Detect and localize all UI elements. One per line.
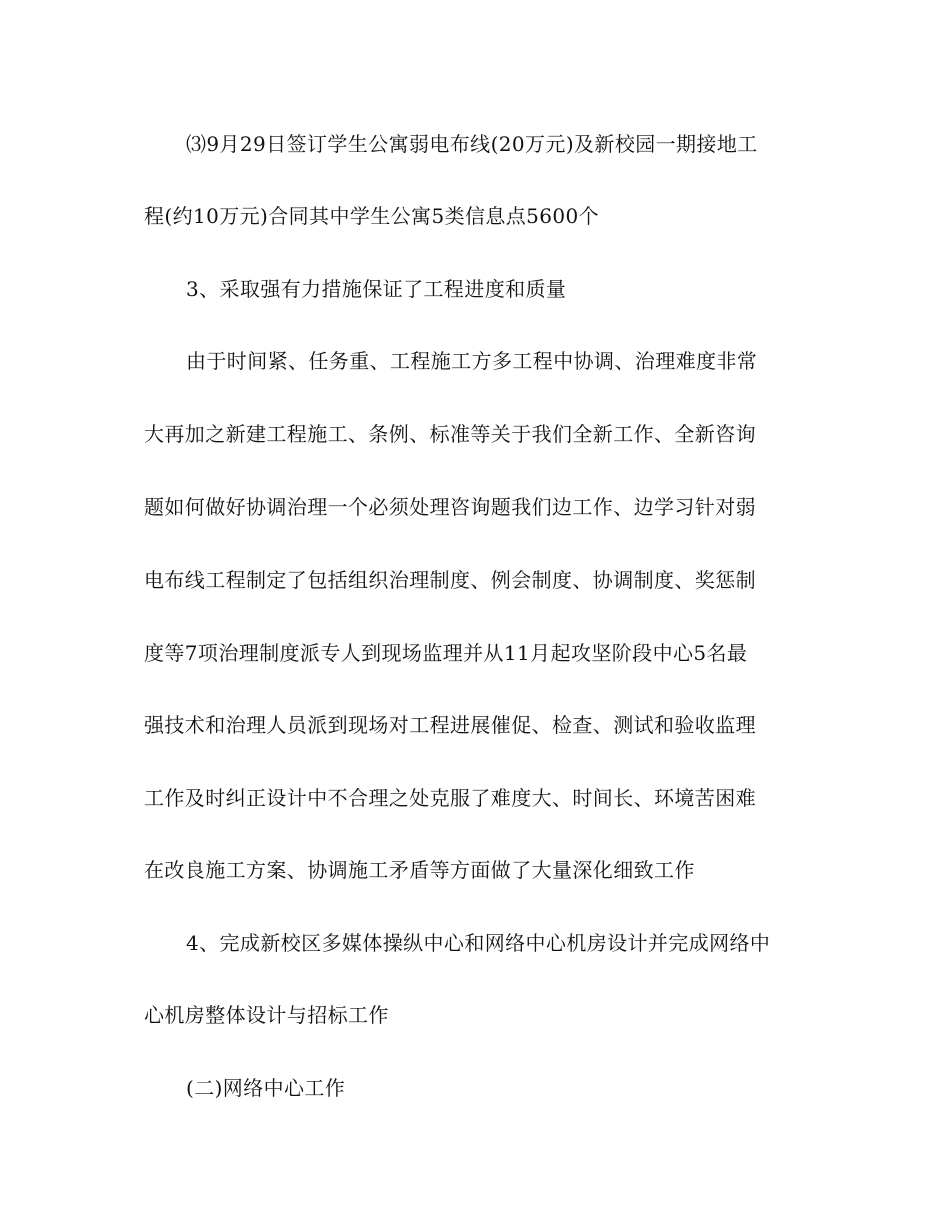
paragraph-line-item-3-start: ⑶9月29日签订学生公寓弱电布线(20万元)及新校园一期接地工	[186, 132, 758, 156]
paragraph-line: 大再加之新建工程施工、条例、标准等关于我们全新工作、全新咨询	[144, 422, 756, 446]
paragraph-line: 工作及时纠正设计中不合理之处克服了难度大、时间长、环境苦困难	[144, 786, 756, 810]
paragraph-line: 度等7项治理制度派专人到现场监理并从11月起攻坚阶段中心5名最	[144, 641, 748, 665]
section-heading-4-start: 4、完成新校区多媒体操纵中心和网络中心机房设计并完成网络中	[186, 931, 771, 955]
section-heading-network-center: (二)网络中心工作	[186, 1076, 346, 1100]
paragraph-line-item-3-end: 程(约10万元)合同其中学生公寓5类信息点5600个	[144, 204, 600, 228]
paragraph-line: 在改良施工方案、协调施工矛盾等方面做了大量深化细致工作	[144, 858, 695, 882]
section-heading-4-end: 心机房整体设计与招标工作	[144, 1003, 389, 1027]
paragraph-line: 题如何做好协调治理一个必须处理咨询题我们边工作、边学习针对弱	[144, 495, 756, 519]
paragraph-line: 电布线工程制定了包括组织治理制度、例会制度、协调制度、奖惩制	[144, 568, 756, 592]
section-heading-3: 3、采取强有力措施保证了工程进度和质量	[186, 277, 567, 301]
paragraph-line: 由于时间紧、任务重、工程施工方多工程中协调、治理难度非常	[186, 349, 758, 373]
paragraph-line: 强技术和治理人员派到现场对工程进展催促、检查、测试和验收监理	[144, 713, 756, 737]
